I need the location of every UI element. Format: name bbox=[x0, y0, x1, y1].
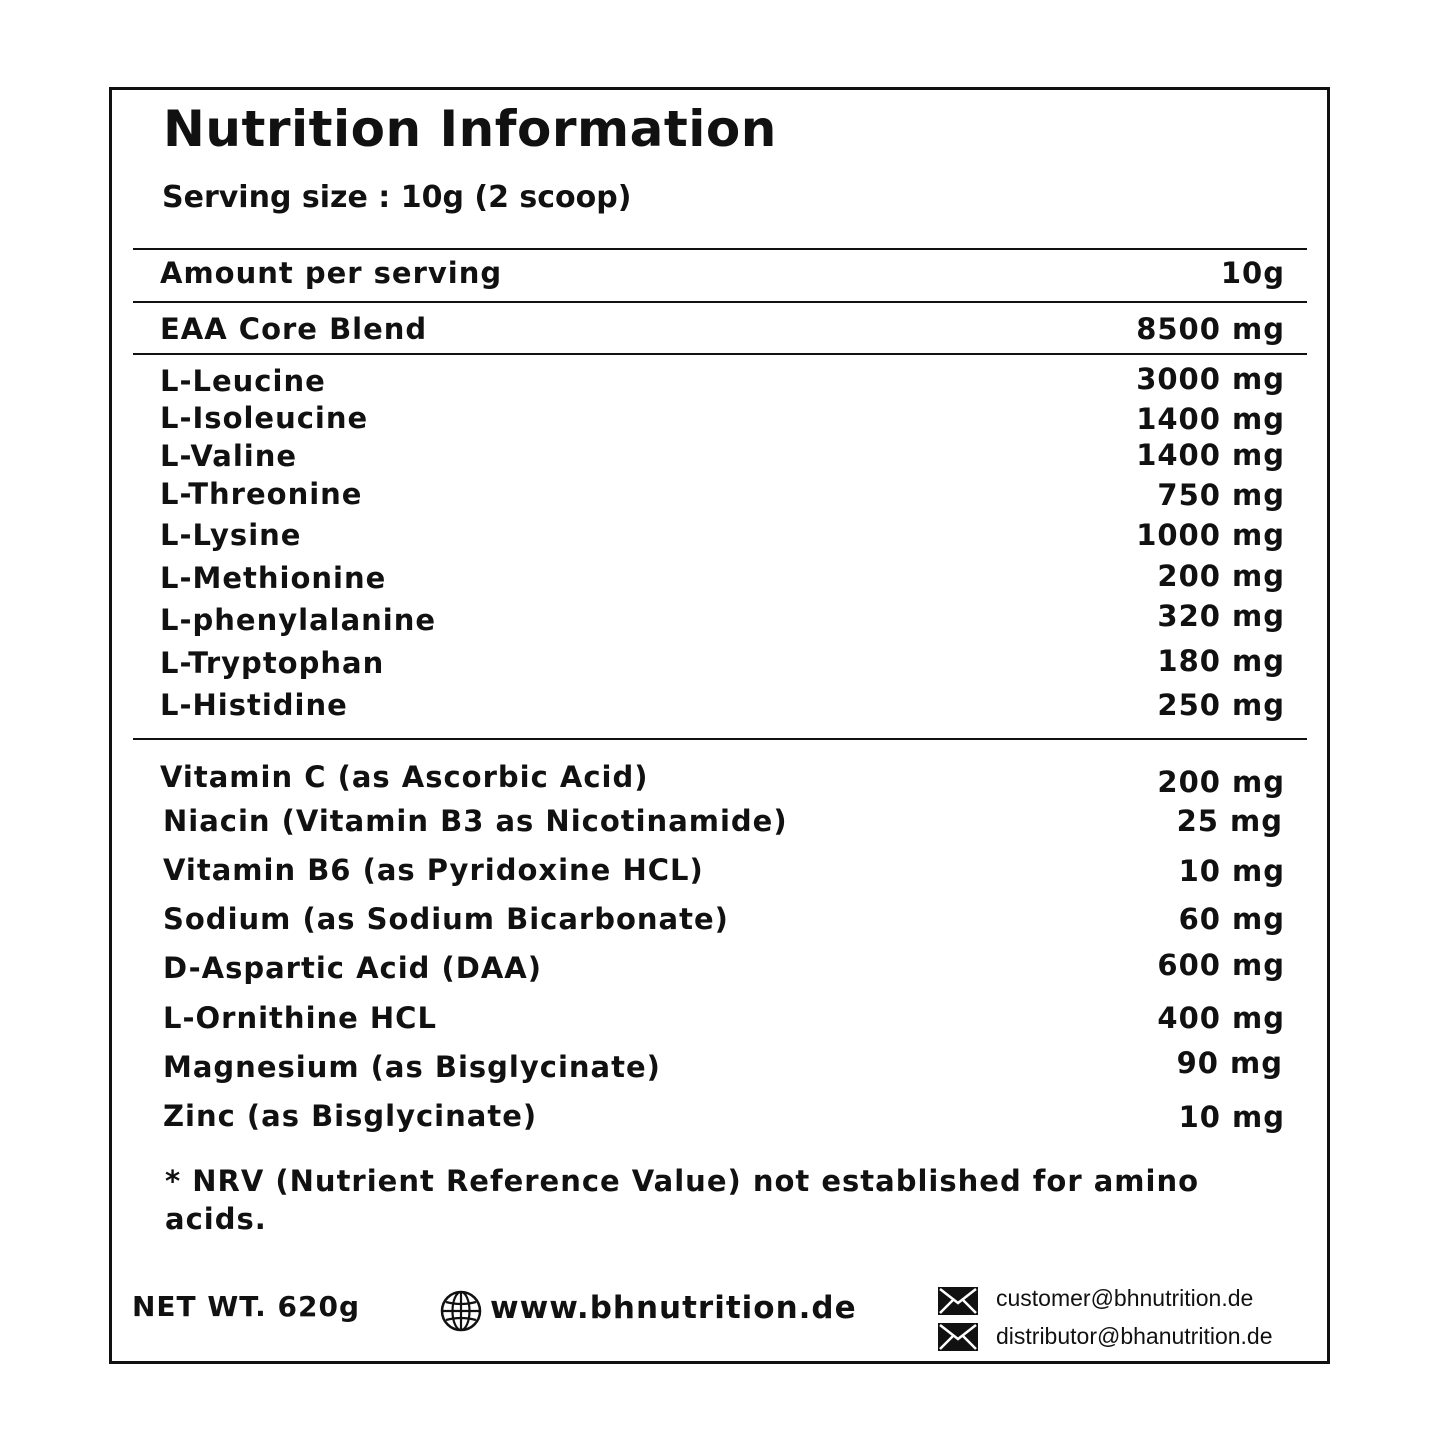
ingredient-name: Magnesium (as Bisglycinate) bbox=[163, 1050, 661, 1084]
net-weight: NET WT. 620g bbox=[132, 1290, 361, 1323]
ingredient-name: D-Aspartic Acid (DAA) bbox=[163, 951, 542, 985]
amino-value: 1400 mg bbox=[1136, 438, 1285, 472]
ingredient-value: 600 mg bbox=[1157, 948, 1285, 982]
ingredient-value: 90 mg bbox=[1176, 1046, 1283, 1080]
customer-email-link[interactable]: customer@bhnutrition.de bbox=[996, 1285, 1254, 1311]
amino-name: L-Lysine bbox=[160, 518, 302, 552]
ingredient-name: Niacin (Vitamin B3 as Nicotinamide) bbox=[163, 804, 788, 838]
amount-value: 10g bbox=[1220, 256, 1285, 290]
ingredient-name: L-Ornithine HCL bbox=[163, 1001, 437, 1035]
amino-value: 1400 mg bbox=[1136, 402, 1285, 436]
divider bbox=[133, 353, 1307, 355]
ingredient-value: 10 mg bbox=[1178, 1100, 1285, 1134]
divider bbox=[133, 301, 1307, 303]
ingredient-name: Vitamin B6 (as Pyridoxine HCL) bbox=[163, 853, 704, 887]
amino-value: 3000 mg bbox=[1136, 362, 1285, 396]
website-link[interactable]: www.bhnutrition.de bbox=[490, 1290, 857, 1326]
ingredient-name: Sodium (as Sodium Bicarbonate) bbox=[163, 902, 729, 936]
amino-name: L-Isoleucine bbox=[160, 401, 369, 435]
amino-name: L-Valine bbox=[160, 439, 298, 473]
divider bbox=[133, 738, 1307, 740]
ingredient-value: 200 mg bbox=[1157, 765, 1285, 799]
ingredient-value: 25 mg bbox=[1176, 804, 1283, 838]
distributor-email-link[interactable]: distributor@bhanutrition.de bbox=[996, 1323, 1273, 1349]
ingredient-name: Zinc (as Bisglycinate) bbox=[163, 1099, 538, 1133]
amino-value: 320 mg bbox=[1157, 599, 1285, 633]
divider bbox=[133, 248, 1307, 250]
amino-name: L-Threonine bbox=[160, 477, 363, 511]
amino-value: 200 mg bbox=[1157, 559, 1285, 593]
amino-value: 180 mg bbox=[1157, 644, 1285, 678]
amino-value: 1000 mg bbox=[1136, 518, 1285, 552]
ingredient-value: 60 mg bbox=[1178, 902, 1285, 936]
ingredient-name: Vitamin C (as Ascorbic Acid) bbox=[160, 760, 649, 794]
amount-label: Amount per serving bbox=[160, 256, 503, 290]
amino-name: L-Methionine bbox=[160, 561, 387, 595]
globe-icon bbox=[440, 1290, 482, 1332]
amino-name: L-Histidine bbox=[160, 688, 348, 722]
serving-size: Serving size : 10g (2 scoop) bbox=[162, 180, 632, 215]
ingredient-value: 10 mg bbox=[1178, 854, 1285, 888]
amino-name: L-Tryptophan bbox=[160, 646, 385, 680]
page-title: Nutrition Information bbox=[163, 100, 777, 158]
amino-name: L-Leucine bbox=[160, 364, 326, 398]
amino-name: L-phenylalanine bbox=[160, 603, 437, 637]
blend-value: 8500 mg bbox=[1136, 312, 1285, 346]
amino-value: 250 mg bbox=[1157, 688, 1285, 722]
envelope-icon bbox=[938, 1287, 978, 1315]
envelope-icon bbox=[938, 1323, 978, 1351]
amino-value: 750 mg bbox=[1157, 478, 1285, 512]
nrv-footnote: * NRV (Nutrient Reference Value) not established for amino acids. bbox=[165, 1164, 1200, 1236]
ingredient-value: 400 mg bbox=[1157, 1001, 1285, 1035]
blend-label: EAA Core Blend bbox=[160, 312, 428, 346]
